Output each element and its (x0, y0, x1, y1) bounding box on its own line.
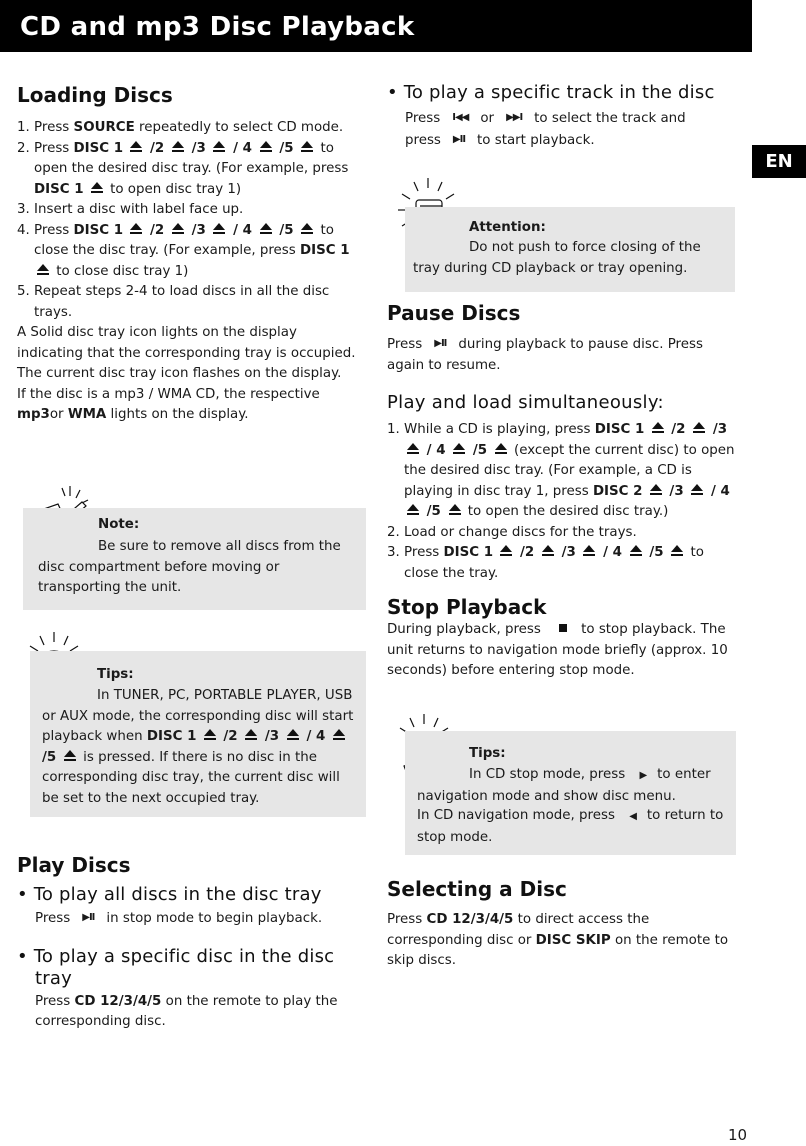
paragraph: Press I◀◀ or ▶▶I to select the track and (387, 108, 737, 130)
loading-steps (17, 118, 367, 323)
paragraph: During playback, press to stop playback. The unit returns to navigation mode briefly (approx. 10 seconds) before entering stop mode. (387, 622, 728, 678)
list-item: 4. Press DISC 1 /2 /3 / 4 /5 to close the disc tray. (For example, press DISC 1 to close disc tray 1) (17, 222, 350, 279)
eject-icon (448, 504, 462, 516)
bullet-heading: • To play all discs in the disc tray (17, 884, 322, 905)
eject-icon (406, 443, 420, 455)
list-item: 2. Load or change discs for the trays. (387, 524, 637, 540)
eject-icon (541, 545, 555, 557)
paragraph: Press ▶II during playback to pause disc. Press again to resume. (387, 334, 737, 376)
eject-icon (582, 545, 596, 557)
loading-heading: Loading Discs (17, 83, 173, 107)
loading-section (17, 82, 367, 426)
list-item: 2. Press DISC 1 /2 /3 / 4 /5 to open the desired disc tray. (For example, press DISC 1 to open disc tray 1) (17, 140, 349, 197)
bullet-heading: • To play a specific track in the disc (387, 82, 715, 103)
list-item: 3. Insert a disc with label face up. (17, 202, 244, 217)
tips-text: In CD stop mode, press ▶ to enter navigation mode and show disc menu. (417, 767, 711, 804)
stop-section (387, 594, 737, 682)
play-pause-icon: ▶II (82, 912, 95, 923)
eject-icon (212, 141, 226, 153)
eject-icon (171, 141, 185, 153)
eject-icon (129, 223, 143, 235)
left-arrow-icon: ◀ (629, 811, 637, 822)
eject-icon (300, 141, 314, 153)
tips-text: In TUNER, PC, PORTABLE PLAYER, USB or AUX mode, the corresponding disc will start playback when DISC 1 /2 /3 / 4 /5 is pressed. If there is no disc in the corresponding disc tray, the current disc will be set to the next occupied tray. (42, 688, 354, 806)
eject-icon (651, 422, 665, 434)
right-arrow-icon: ▶ (639, 770, 648, 781)
tips-box (30, 651, 366, 817)
paragraph: Press CD 12/3/4/5 on the remote to play the corresponding disc. (35, 993, 338, 1029)
stop-heading: Stop Playback (387, 595, 547, 619)
play-pause-icon: ▶II (434, 338, 447, 349)
eject-icon (494, 443, 508, 455)
simultaneous-section (387, 390, 737, 584)
paragraph: press ▶II to start playback. (387, 130, 737, 152)
eject-icon (670, 545, 684, 557)
note-text: Be sure to remove all discs from the disc compartment before moving or transporting the unit. (38, 539, 341, 595)
page-number: 10 (728, 1126, 748, 1144)
eject-icon (259, 141, 273, 153)
tips-title: Tips: (469, 746, 506, 761)
eject-icon (171, 223, 185, 235)
bullet-heading: • To play a specific disc in the disc tray (17, 945, 335, 989)
play-heading: Play Discs (17, 853, 131, 877)
list-item: 5. Repeat steps 2-4 to load discs in all the disc trays. (17, 284, 330, 320)
pause-section (387, 300, 737, 376)
eject-icon (300, 223, 314, 235)
attention-title: Attention: (469, 220, 546, 235)
list-item: 3. Press DISC 1 /2 /3 / 4 /5 to close the tray. (387, 545, 704, 581)
eject-icon (452, 443, 466, 455)
list-item: 1. Press SOURCE repeatedly to select CD mode. (17, 120, 344, 135)
eject-icon (649, 484, 663, 496)
eject-icon (629, 545, 643, 557)
paragraph: If the disc is a mp3 / WMA CD, the respective mp3or WMA lights on the display. (17, 386, 320, 422)
eject-icon (332, 729, 346, 741)
tips-box (405, 731, 736, 855)
eject-icon (244, 729, 258, 741)
simultaneous-heading: Play and load simultaneously: (387, 392, 664, 413)
tips-text: In CD navigation mode, press ◀ to return to stop mode. (417, 808, 724, 845)
eject-icon (692, 422, 706, 434)
language-tab: EN (752, 145, 806, 178)
selecting-section (387, 876, 737, 972)
eject-icon (499, 545, 513, 557)
prev-icon: I◀◀ (452, 112, 469, 123)
page-title: CD and mp3 Disc Playback (20, 12, 415, 42)
paragraph: Press ▶II in stop mode to begin playback. (17, 908, 367, 930)
paragraph: A Solid disc tray icon lights on the display indicating that the corresponding tray is occupied. The current disc tray icon flashes on the display. (17, 325, 356, 381)
tips-title: Tips: (97, 667, 134, 682)
paragraph: Press CD 12/3/4/5 to direct access the corresponding disc or DISC SKIP on the remote to skip discs. (387, 912, 729, 968)
eject-icon (406, 504, 420, 516)
note-title: Note: (98, 517, 140, 532)
eject-icon (129, 141, 143, 153)
page-header (0, 0, 752, 52)
attention-text: Do not push to force closing of the tray during CD playback or tray opening. (413, 240, 701, 276)
eject-icon (203, 729, 217, 741)
eject-icon (63, 750, 77, 762)
eject-icon (286, 729, 300, 741)
stop-icon (559, 624, 567, 632)
eject-icon (259, 223, 273, 235)
pause-heading: Pause Discs (387, 301, 521, 325)
simultaneous-steps (387, 420, 737, 584)
eject-icon (690, 484, 704, 496)
eject-icon (36, 264, 50, 276)
note-box (23, 508, 366, 610)
selecting-heading: Selecting a Disc (387, 877, 567, 901)
attention-box (405, 207, 735, 292)
next-icon: ▶▶I (506, 112, 523, 123)
list-item: 1. While a CD is playing, press DISC 1 /2 /3 / 4 /5 (except the current disc) to open the desired disc tray. (For example, a CD is playing in disc tray 1, press DISC 2 /3 / 4 /5 to open the desired disc tray.) (387, 422, 735, 519)
eject-icon (90, 182, 104, 194)
track-section (387, 82, 737, 151)
play-section (17, 852, 367, 1033)
eject-icon (212, 223, 226, 235)
play-pause-icon: ▶II (452, 133, 466, 145)
